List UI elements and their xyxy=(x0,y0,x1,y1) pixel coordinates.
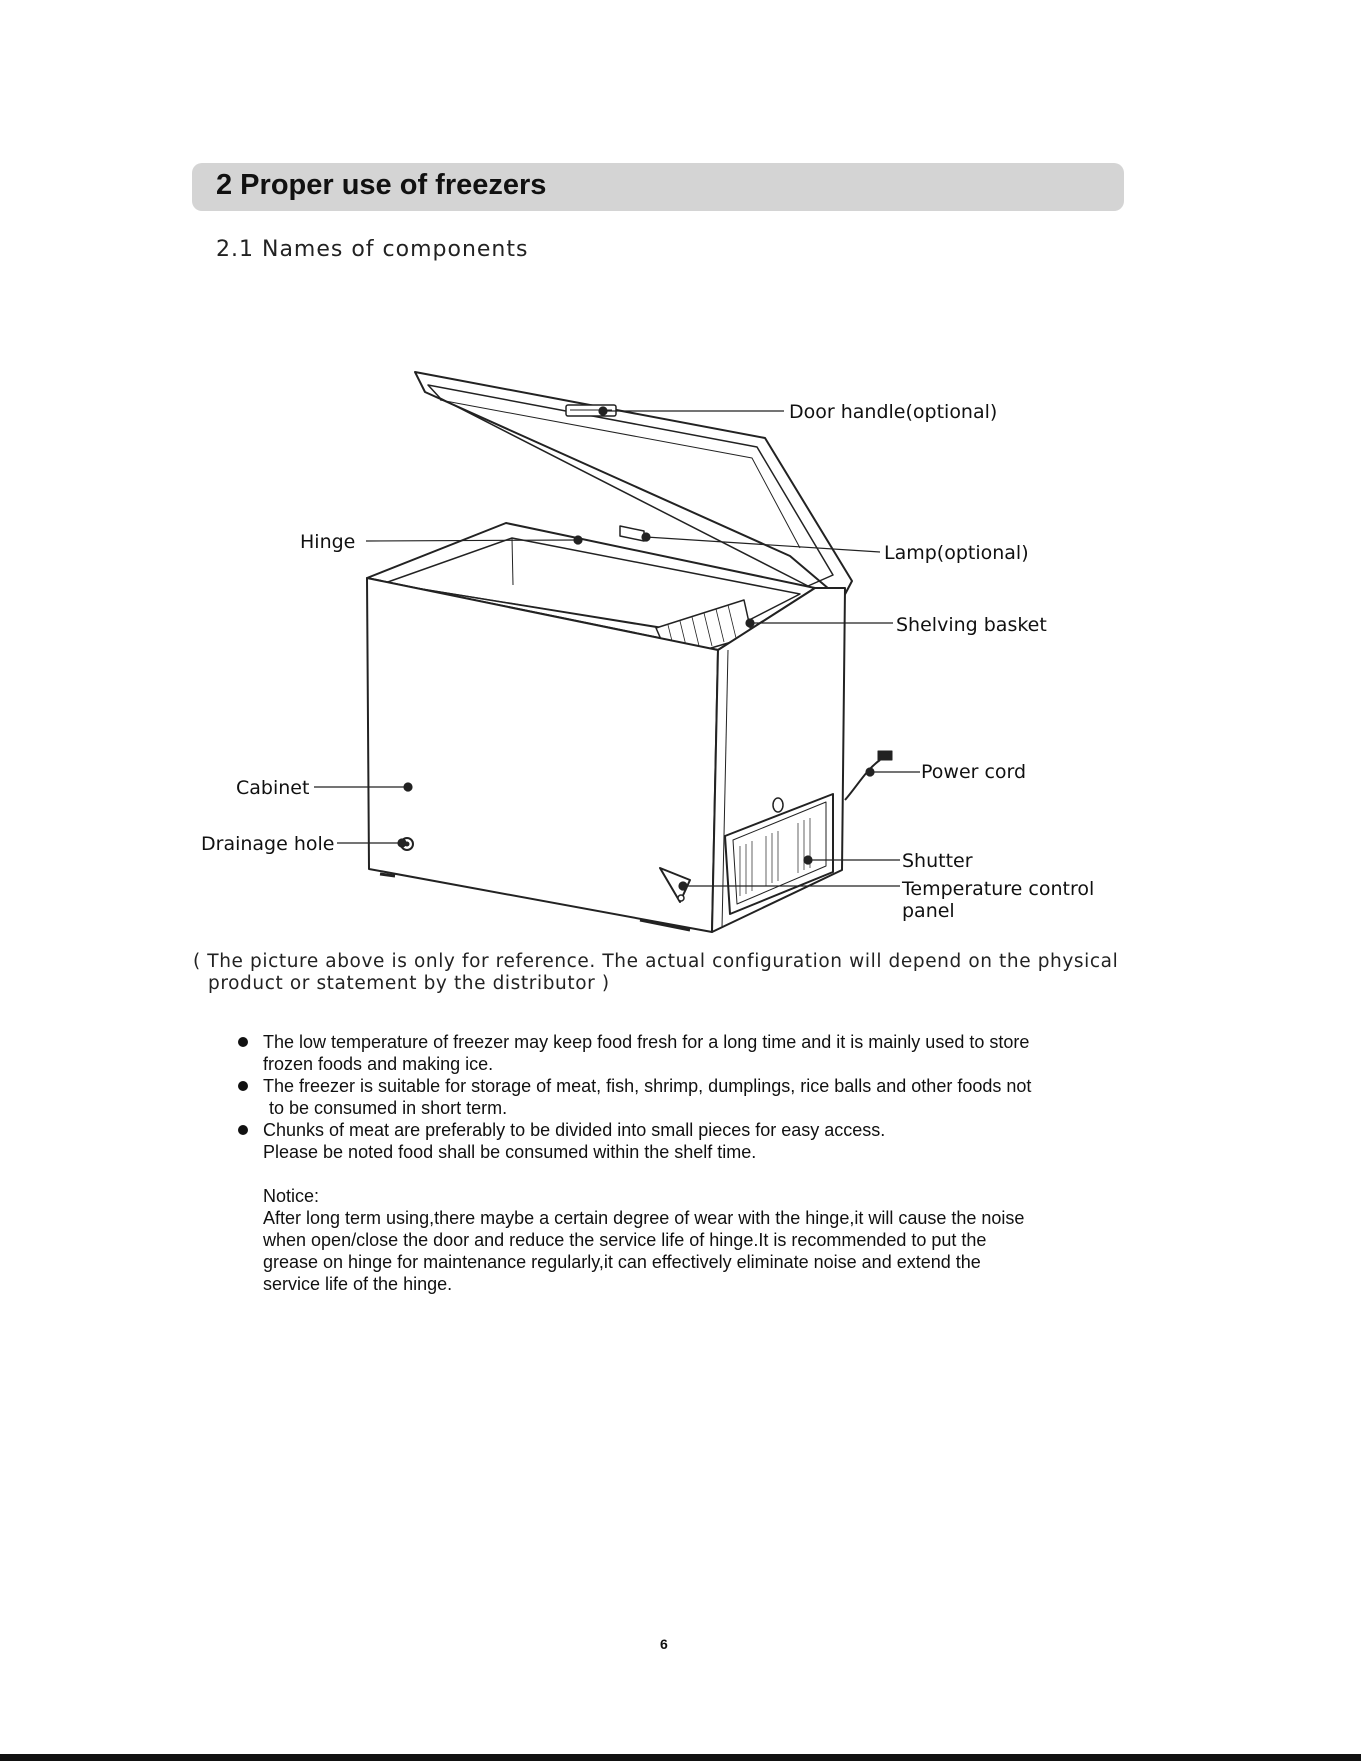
section-title: 2 Proper use of freezers xyxy=(216,169,547,201)
bullet-line1: The low temperature of freezer may keep food fresh for a long time and it is mainly used to store xyxy=(263,1032,1030,1052)
bullet-dot-icon xyxy=(238,1037,248,1047)
label-temperature-control-line2: panel xyxy=(902,900,955,922)
caption-line2: product or statement by the distributor ) xyxy=(208,973,610,994)
label-shutter: Shutter xyxy=(902,850,973,872)
shelf-time-note: Please be noted food shall be consumed within the shelf time. xyxy=(263,1142,757,1162)
label-shelving-basket: Shelving basket xyxy=(896,614,1047,636)
subsection-title: 2.1 Names of components xyxy=(216,237,529,262)
notice-line: when open/close the door and reduce the service life of hinge.It is recommended to put the xyxy=(263,1230,987,1250)
power-cord-shape xyxy=(845,760,880,800)
notice-heading: Notice: xyxy=(263,1186,320,1206)
bottom-border-rule xyxy=(0,1754,1361,1761)
bullet-line2: frozen foods and making ice. xyxy=(263,1054,494,1074)
bullet-line1: The freezer is suitable for storage of meat, fish, shrimp, dumplings, rice balls and other foods not xyxy=(263,1076,1032,1096)
label-lamp: Lamp(optional) xyxy=(884,542,1029,564)
notice-line: service life of the hinge. xyxy=(263,1274,453,1294)
bullet-dot-icon xyxy=(238,1081,248,1091)
bullet-item xyxy=(232,1119,1112,1141)
label-hinge: Hinge xyxy=(300,531,356,553)
label-cabinet: Cabinet xyxy=(236,777,310,799)
diagram-caption xyxy=(193,951,1123,995)
bullet-line1: Chunks of meat are preferably to be divided into small pieces for easy access. xyxy=(263,1120,886,1140)
bullet-item xyxy=(232,1075,1112,1119)
notice-line: grease on hinge for maintenance regularly,it can effectively eliminate noise and extend the xyxy=(263,1252,981,1272)
label-temperature-control-line1: Temperature control xyxy=(902,878,1095,900)
lamp-shape xyxy=(620,526,644,541)
label-door-handle: Door handle(optional) xyxy=(789,401,998,423)
notice-body xyxy=(263,1207,1123,1295)
caption-line1: ( The picture above is only for reference. The actual configuration will depend on the physical xyxy=(193,951,1119,972)
bullet-item xyxy=(232,1031,1112,1075)
notice-line: After long term using,there maybe a certain degree of wear with the hinge,it will cause the noise xyxy=(263,1208,1025,1228)
page-number: 6 xyxy=(660,1636,668,1652)
bullet-dot-icon xyxy=(238,1125,248,1135)
bullet-line2: to be consumed in short term. xyxy=(269,1098,508,1118)
label-power-cord: Power cord xyxy=(921,761,1027,783)
usage-bullet-list xyxy=(232,1031,1112,1141)
freezer-illustration xyxy=(367,372,892,932)
label-drainage-hole: Drainage hole xyxy=(201,833,335,855)
